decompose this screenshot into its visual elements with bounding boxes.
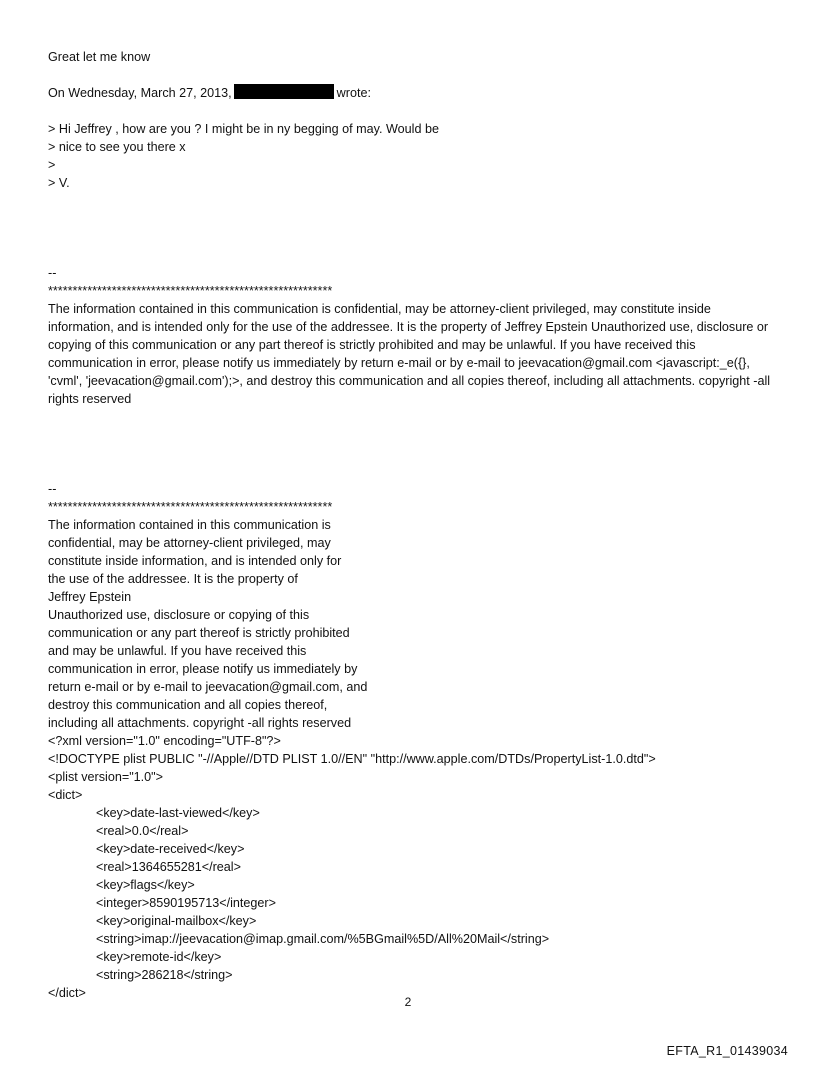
page-number: 2 (404, 995, 412, 1009)
plist-entry: <key>date-received</key> (96, 842, 245, 856)
plist-open-tag: <plist version="1.0"> (48, 770, 164, 784)
attribution-line (48, 84, 778, 102)
disclaimer-paragraph: The information contained in this communication is confidential, may be attorney-client privileged, may constitute inside information, and is intended only for the use of the addressee. It is the property of Jeffrey Epstein Unauthorized use, disclosure or copying of this communication or any part thereof is strictly prohibited and may be unlawful. If you have received this communication in error, please notify us immediately by return e-mail or by e-mail to jeevacation@gmail.com <javascript:_e({}, 'cvml', 'jeevacation@gmail.com');>, and destroy this communication and all copies thereof, including all attachments. copyright -all rights reserved (48, 302, 771, 406)
plist-entry: <key>date-last-viewed</key> (96, 806, 260, 820)
plist-entry: <key>original-mailbox</key> (96, 914, 257, 928)
disclaimer-line: and may be unlawful. If you have received this (48, 644, 307, 658)
quoted-line: > nice to see you there x (48, 140, 186, 154)
dict-close-tag: </dict> (48, 986, 86, 1000)
plist-entry: <real>0.0</real> (96, 824, 189, 838)
signature-separator: -- (48, 482, 57, 496)
plist-entry: <string>imap://jeevacation@imap.gmail.com/%5BGmail%5D/All%20Mail</string> (96, 932, 550, 946)
plist-entry: <key>flags</key> (96, 878, 195, 892)
disclaimer-line: The information contained in this communication is (48, 518, 331, 532)
attribution-prefix: On Wednesday, March 27, 2013, (48, 86, 232, 100)
bates-number: EFTA_R1_01439034 (666, 1044, 788, 1058)
attribution-suffix: wrote: (336, 86, 371, 100)
plist-doctype: <!DOCTYPE plist PUBLIC "-//Apple//DTD PLIST 1.0//EN" "http://www.apple.com/DTDs/PropertyList-1.0.dtd"> (48, 752, 656, 766)
disclaimer-line: communication or any part thereof is strictly prohibited (48, 626, 350, 640)
quoted-line: > (48, 158, 56, 172)
document-page (48, 48, 778, 1002)
disclaimer-line: confidential, may be attorney-client privileged, may (48, 536, 331, 550)
disclaimer-line: including all attachments. copyright -all rights reserved (48, 716, 352, 730)
disclaimer-line: return e-mail or by e-mail to jeevacation@gmail.com, and (48, 680, 368, 694)
plist-xml-declaration: <?xml version="1.0" encoding="UTF-8"?> (48, 734, 281, 748)
plist-entry: <integer>8590195713</integer> (96, 896, 276, 910)
plist-entry: <string>286218</string> (96, 968, 233, 982)
signature-separator: -- (48, 266, 57, 280)
star-divider: ********************************************************** (48, 500, 333, 514)
disclaimer-line: Unauthorized use, disclosure or copying of this (48, 608, 310, 622)
disclaimer-line: Jeffrey Epstein (48, 590, 132, 604)
quoted-line: > Hi Jeffrey , how are you ? I might be in ny begging of may. Would be (48, 122, 439, 136)
disclaimer-line: constitute inside information, and is intended only for (48, 554, 342, 568)
star-divider: ********************************************************** (48, 284, 333, 298)
disclaimer-line: communication in error, please notify us immediately by (48, 662, 358, 676)
plist-entry: <key>remote-id</key> (96, 950, 222, 964)
reply-line: Great let me know (48, 50, 151, 64)
dict-open-tag: <dict> (48, 788, 83, 802)
plist-entry: <real>1364655281</real> (96, 860, 241, 874)
disclaimer-line: destroy this communication and all copies thereof, (48, 698, 328, 712)
redaction-box (234, 84, 334, 99)
disclaimer-line: the use of the addressee. It is the property of (48, 572, 298, 586)
quoted-line: > V. (48, 176, 70, 190)
